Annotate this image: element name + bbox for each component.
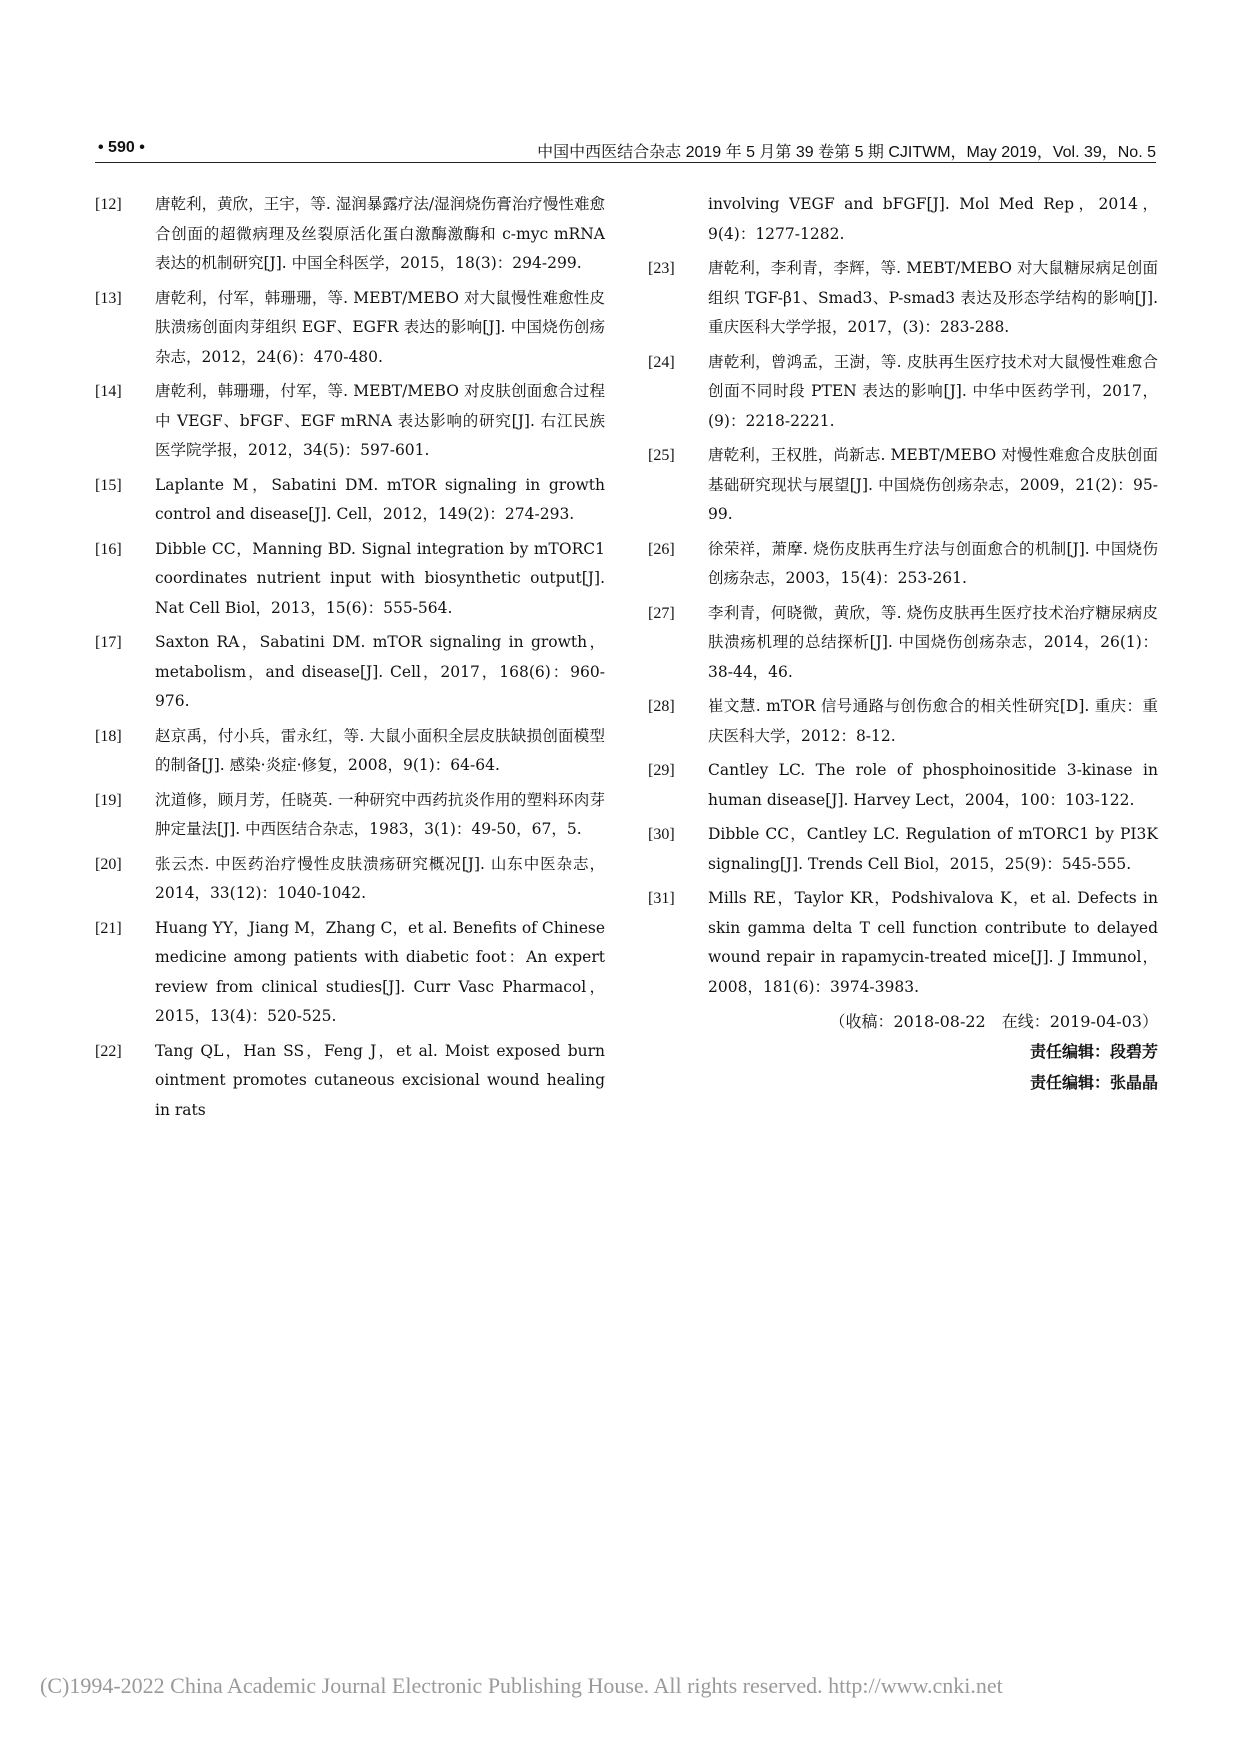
reference-number: [24] (648, 353, 675, 371)
reference-13 (95, 284, 605, 373)
reference-number: [20] (95, 855, 122, 873)
reference-text: 唐乾利，黄欣，王宇，等. 湿润暴露疗法/湿润烧伤膏治疗慢性难愈合创面的超微病理及丝裂原活化蛋白激酶激酶和 c-myc mRNA 表达的机制研究[J]. 中国全科医学，2015，18(3)：294-299. (155, 195, 605, 272)
reference-23 (648, 254, 1158, 343)
reference-28 (648, 692, 1158, 751)
reference-text: 唐乾利，曾鸿孟，王澍，等. 皮肤再生医疗技术对大鼠慢性难愈合创面不同时段 PTEN 表达的影响[J]. 中华中医药学刊，2017，(9)：2218-2221. (708, 352, 1158, 430)
reference-number: [31] (648, 890, 675, 907)
reference-text: 赵京禹，付小兵，雷永红，等. 大鼠小面积全层皮肤缺损创面模型的制备[J]. 感染·炎症·修复，2008，9(1)：64-64. (155, 726, 605, 774)
reference-number: [12] (95, 196, 122, 213)
reference-number: [22] (95, 1042, 122, 1060)
reference-25 (648, 441, 1158, 530)
reference-number: [28] (648, 698, 675, 715)
running-header (95, 136, 1156, 163)
reference-24 (648, 348, 1158, 437)
reference-text: 唐乾利，付军，韩珊珊，等. MEBT/MEBO 对大鼠慢性难愈性皮肤溃疡创面肉芽组织 EGF、EGFR 表达的影响[J]. 中国烧伤创疡杂志，2012，24(6)：470-480. (155, 288, 605, 366)
right-column (648, 190, 1158, 1098)
reference-text: Dibble CC，Manning BD. Signal integration by mTORC1 coordinates nutrient input with biosynthetic output[J]. Nat Cell Biol，2013，15(6)：555-564. (155, 539, 605, 617)
reference-22 (95, 1037, 605, 1126)
reference-text: Laplante M，Sabatini DM. mTOR signaling in growth control and disease[J]. Cell，2012，149(2)：274-293. (155, 475, 605, 523)
reference-number: [15] (95, 476, 122, 494)
reference-30 (648, 820, 1158, 879)
page-number: • 590 • (98, 139, 145, 156)
reference-text: 唐乾利，王权胜，尚新志. MEBT/MEBO 对慢性难愈合皮肤创面基础研究现状与展望[J]. 中国烧伤创疡杂志，2009，21(2)：95-99. (708, 446, 1158, 523)
reference-31 (648, 884, 1158, 1002)
left-column (95, 190, 605, 1130)
reference-12 (95, 190, 605, 279)
reference-20 (95, 850, 605, 909)
reference-number: [26] (648, 540, 675, 558)
responsible-editor: 责任编辑：段碧芳 (1029, 1042, 1158, 1061)
reference-text: Saxton RA，Sabatini DM. mTOR signaling in growth，metabolism，and disease[J]. Cell，2017，168(6)：960-976. (155, 633, 605, 710)
responsible-editor-2: 责任编辑：张晶晶 (1029, 1073, 1158, 1092)
received-date: （收稿：2018-08-22 在线：2019-04-03） (829, 1012, 1158, 1031)
reference-number: [21] (95, 919, 122, 937)
reference-19 (95, 786, 605, 845)
reference-text: Tang QL，Han SS，Feng J，et al. Moist exposed burn ointment promotes cutaneous excisional wound healing in rats (155, 1041, 605, 1119)
reference-number: [14] (95, 383, 122, 400)
reference-text: 李利青，何晓微，黄欣，等. 烧伤皮肤再生医疗技术治疗糖尿病皮肤溃疡机理的总结探析[J]. 中国烧伤创疡杂志，2014，26(1)：38-44，46. (708, 603, 1158, 681)
reference-text: 崔文慧. mTOR 信号通路与创伤愈合的相关性研究[D]. 重庆：重庆医科大学，2012：8-12. (708, 697, 1158, 745)
reference-text: Cantley LC. The role of phosphoinositide 3-kinase in human disease[J]. Harvey Lect，2004，100：103-122. (708, 761, 1158, 809)
reference-22-continuation: involving VEGF and bFGF[J]. Mol Med Rep，2014，9(4)：1277-1282. (708, 195, 1158, 243)
reference-15 (95, 471, 605, 530)
reference-text: 唐乾利，李利青，李辉，等. MEBT/MEBO 对大鼠糖尿病足创面组织 TGF-β1、Smad3、P-smad3 表达及形态学结构的影响[J]. 重庆医科大学学报，2017，(3)：283-288. (708, 259, 1158, 336)
reference-text: Dibble CC，Cantley LC. Regulation of mTORC1 by PI3K signaling[J]. Trends Cell Biol，2015，25(9)：545-555. (708, 825, 1158, 873)
reference-16 (95, 535, 605, 624)
reference-number: [17] (95, 634, 122, 651)
reference-number: [13] (95, 289, 122, 307)
reference-text: 徐荣祥，萧摩. 烧伤皮肤再生疗法与创面愈合的机制[J]. 中国烧伤创疡杂志，2003，15(4)：253-261. (708, 539, 1158, 587)
reference-27 (648, 599, 1158, 688)
journal-citation: 中国中西医结合杂志 2019 年 5 月第 39 卷第 5 期 CJITWM，May 2019，Vol. 39，No. 5 (537, 144, 1156, 161)
reference-21 (95, 914, 605, 1032)
reference-17 (95, 628, 605, 717)
reference-number: [27] (648, 604, 675, 622)
reference-text: 唐乾利，韩珊珊，付军，等. MEBT/MEBO 对皮肤创面愈合过程中 VEGF、bFGF、EGF mRNA 表达影响的研究[J]. 右江民族医学院学报，2012，34(5)：597-601. (155, 382, 605, 459)
reference-18 (95, 722, 605, 781)
reference-number: [19] (95, 791, 122, 809)
reference-29 (648, 756, 1158, 815)
reference-26 (648, 535, 1158, 594)
reference-text: Mills RE，Taylor KR，Podshivalova K，et al. Defects in skin gamma delta T cell function contribute to delayed wound repair in rapamycin-treated mice[J]. J Immunol，2008，181(6)：3974-3983. (708, 889, 1158, 996)
reference-number: [29] (648, 762, 675, 779)
reference-number: [30] (648, 826, 675, 843)
copyright-footer: (C)1994-2022 China Academic Journal Electronic Publishing House. All rights reserved. http://www.cnki.net (40, 1673, 1003, 1698)
reference-text: 沈道修，顾月芳，任晓英. 一种研究中西药抗炎作用的塑料环肉芽肿定量法[J]. 中西医结合杂志，1983，3(1)：49-50，67，5. (155, 790, 605, 838)
reference-14 (95, 377, 605, 466)
reference-text: 张云杰. 中医药治疗慢性皮肤溃疡研究概况[J]. 山东中医杂志，2014，33(12)：1040-1042. (155, 854, 605, 902)
reference-number: [25] (648, 447, 675, 464)
reference-number: [18] (95, 727, 122, 745)
reference-text: Huang YY，Jiang M，Zhang C，et al. Benefits of Chinese medicine among patients with diabetic foot：An expert review from clinical studies[J]. Curr Vasc Pharmacol，2015，13(4)：520-525. (155, 918, 605, 1025)
reference-number: [16] (95, 540, 122, 558)
reference-number: [23] (648, 260, 675, 277)
